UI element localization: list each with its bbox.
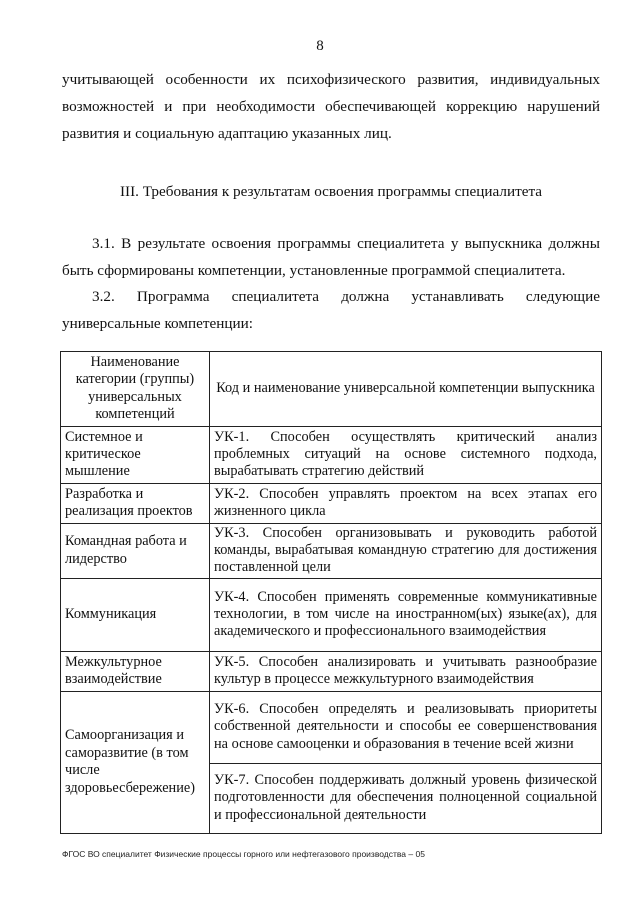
competence-cell: УК-4. Способен применять современные коммуникативные технологии, в том числе на иностранном(ых) языке(ах), для академического и профессионального взаимодействия <box>210 578 602 651</box>
header-category: Наименование категории (группы) универсальных компетенций <box>61 352 210 427</box>
footer-text: ФГОС ВО специалитет Физические процессы горного или нефтегазового производства – 05 <box>62 849 425 859</box>
table-header-row <box>61 352 602 427</box>
competence-cell: УК-7. Способен поддерживать должный уровень физической подготовленности для обеспечения полноценной социальной и профессиональной деятельности <box>210 763 602 833</box>
paragraph-3-1: 3.1. В результате освоения программы специалитета у выпускника должны быть сформированы компетенции, установленные программой специалитета. <box>62 235 600 279</box>
category-cell: Командная работа и лидерство <box>61 523 210 578</box>
category-cell: Системное и критическое мышление <box>61 426 210 483</box>
table-row <box>61 483 602 523</box>
category-cell: Межкультурное взаимодействие <box>61 651 210 691</box>
competence-cell: УК-2. Способен управлять проектом на всех этапах его жизненного цикла <box>210 483 602 523</box>
competence-cell: УК-6. Способен определять и реализовывать приоритеты собственной деятельности и способы ее совершенствования на основе самооценки и образования в течение всей жизни <box>210 691 602 763</box>
header-code: Код и наименование универсальной компетенции выпускника <box>210 352 602 427</box>
table-row <box>61 578 602 651</box>
page-number: 8 <box>316 38 324 54</box>
category-cell: Коммуникация <box>61 578 210 651</box>
paragraph-3-2: 3.2. Программа специалитета должна устанавливать следующие универсальные компетенции: <box>62 288 600 332</box>
category-cell: Самоорганизация и саморазвитие (в том числе здоровьесбережение) <box>61 691 210 833</box>
section-heading: III. Требования к результатам освоения программы специалитета <box>119 183 543 200</box>
table-row <box>61 691 602 763</box>
table-row <box>61 651 602 691</box>
competence-cell: УК-5. Способен анализировать и учитывать разнообразие культур в процессе межкультурного взаимодействия <box>210 651 602 691</box>
competence-cell: УК-1. Способен осуществлять критический анализ проблемных ситуаций на основе системного подхода, вырабатывать стратегию действий <box>210 426 602 483</box>
competencies-table <box>60 351 602 834</box>
table-row <box>61 426 602 483</box>
table-row <box>61 523 602 578</box>
paragraph-continuation: учитывающей особенности их психофизического развития, индивидуальных возможностей и при необходимости обеспечивающей коррекцию нарушений развития и социальную адаптацию указанных лиц. <box>62 71 600 142</box>
competence-cell: УК-3. Способен организовывать и руководить работой команды, вырабатывая командную стратегию для достижения поставленной цели <box>210 523 602 578</box>
category-cell: Разработка и реализация проектов <box>61 483 210 523</box>
